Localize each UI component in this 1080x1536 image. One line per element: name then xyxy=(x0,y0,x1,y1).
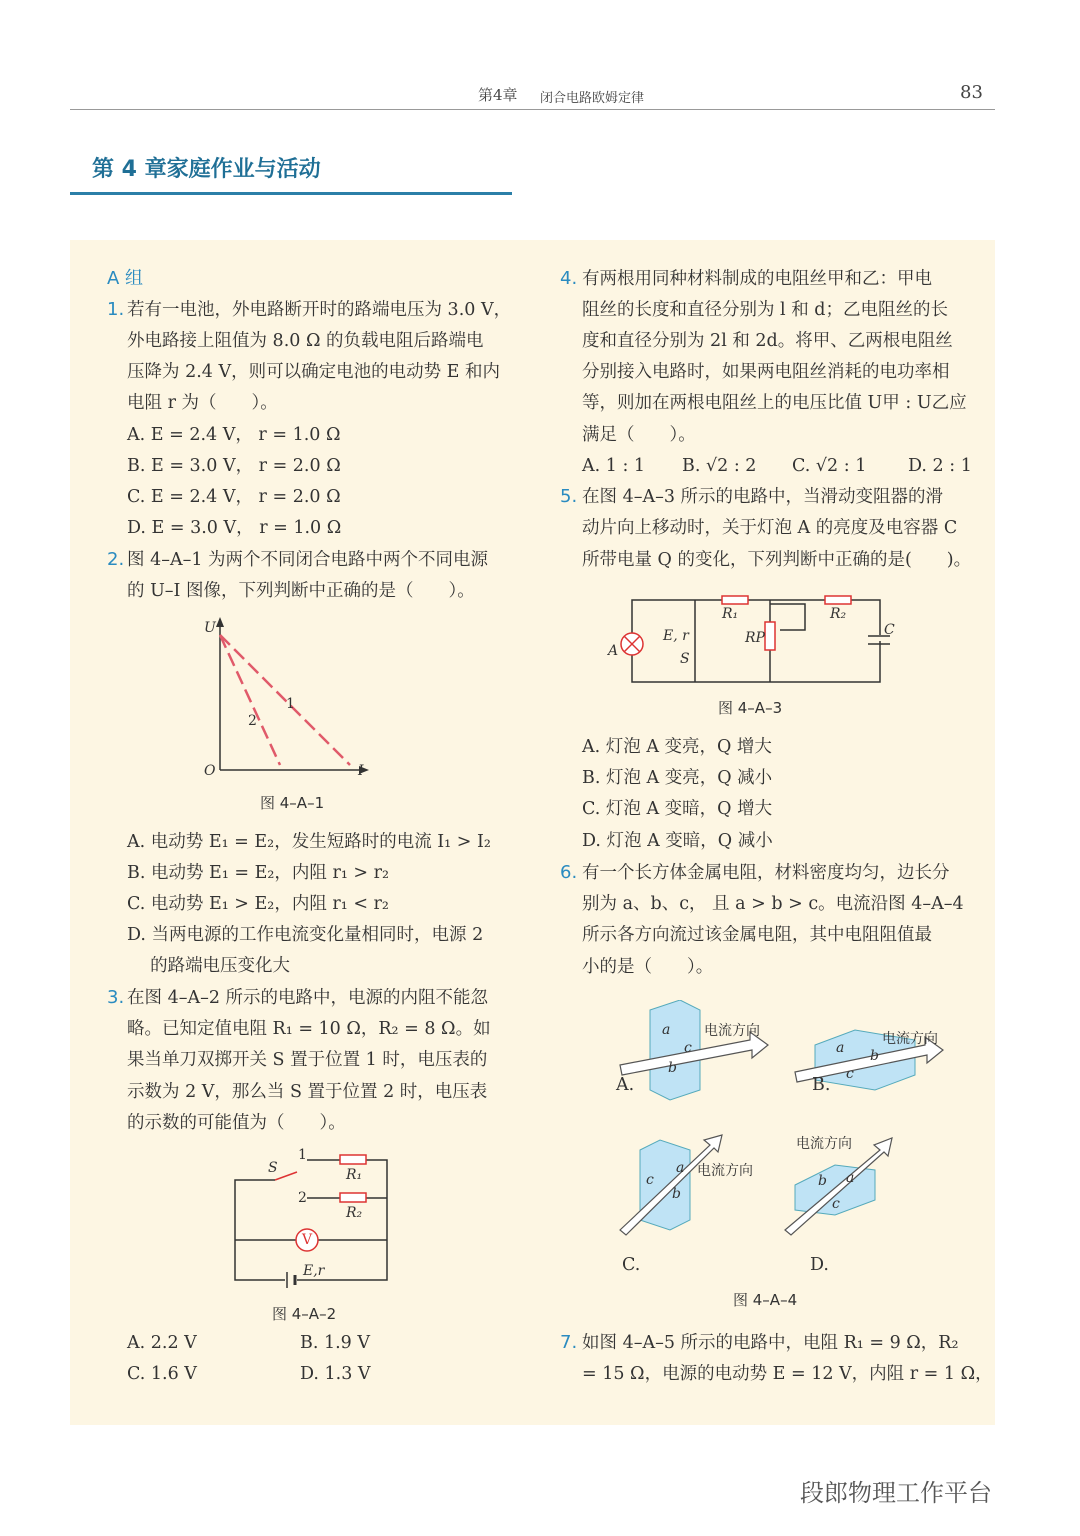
question-text-line: 图 4–A–1 为两个不同闭合电路中两个不同电源 xyxy=(127,550,489,570)
rp-label: RP xyxy=(745,630,765,646)
answer-option: D. 2 : 1 xyxy=(908,456,972,476)
line-1-label: 1 xyxy=(286,696,295,712)
direction-label-c: 电流方向 xyxy=(697,1163,753,1179)
question-text-line: 外电路接上阻值为 8.0 Ω 的负载电阻后路端电 xyxy=(127,331,484,351)
question-number: 4. xyxy=(560,268,578,289)
battery-label: E,r xyxy=(303,1263,325,1279)
edge-a-label: a xyxy=(846,1170,855,1186)
switch-s-label: S xyxy=(268,1160,278,1176)
r2-label: R₂ xyxy=(830,606,847,622)
question-text-line: 如图 4–A–5 所示的电路中，电阻 R₁ = 9 Ω，R₂ xyxy=(582,1333,959,1353)
figure-label-c: C. xyxy=(622,1255,641,1275)
answer-option: D. 灯泡 A 变暗，Q 减小 xyxy=(582,831,773,851)
question-text-line: 等，则加在两根电阻丝上的电压比值 U甲 : U乙应 xyxy=(582,393,967,413)
r1-label: R₁ xyxy=(346,1167,363,1183)
answer-option: B. √2 : 2 xyxy=(682,456,757,476)
question-text-line: 动片向上移动时，关于灯泡 A 的亮度及电容器 C xyxy=(582,518,958,538)
lamp-a-label: A xyxy=(608,643,619,659)
answer-option: A. 灯泡 A 变亮，Q 增大 xyxy=(582,737,772,757)
figure-caption: 图 4–A–4 xyxy=(733,1291,798,1309)
question-text-line: 电阻 r 为（ ）。 xyxy=(127,393,278,413)
page-number: 83 xyxy=(960,82,983,103)
direction-label-a: 电流方向 xyxy=(704,1023,760,1039)
answer-option: A. 1 : 1 xyxy=(582,456,646,476)
question-text-line: 的 U–I 图像，下列判断中正确的是（ ）。 xyxy=(127,581,475,601)
edge-c-label: c xyxy=(684,1040,692,1056)
edge-c-label: c xyxy=(646,1172,654,1188)
position-2-label: 2 xyxy=(298,1190,307,1206)
figure-label-d: D. xyxy=(810,1255,829,1275)
figure-label-b: B. xyxy=(812,1075,831,1095)
source-label: E, r xyxy=(663,628,689,644)
line-2-label: 2 xyxy=(248,713,257,729)
answer-option: B. 灯泡 A 变亮，Q 减小 xyxy=(582,768,773,788)
question-text-line: 略。已知定值电阻 R₁ = 10 Ω，R₂ = 8 Ω。如 xyxy=(127,1019,491,1039)
capacitor-c-label: C xyxy=(884,622,895,638)
answer-option: A. 电动势 E₁ = E₂，发生短路时的电流 I₁ > I₂ xyxy=(127,832,491,852)
figure-caption: 图 4–A–3 xyxy=(718,699,783,717)
switch-s-label: S xyxy=(680,651,690,667)
answer-option: C. 灯泡 A 变暗，Q 增大 xyxy=(582,799,773,819)
edge-c-label: c xyxy=(832,1196,840,1212)
answer-option: B. E = 3.0 V， r = 2.0 Ω xyxy=(127,456,341,476)
figure-label-a: A. xyxy=(616,1075,635,1095)
question-text-line: 所带电量 Q 的变化，下列判断中正确的是( )。 xyxy=(582,550,972,570)
edge-a-label: a xyxy=(836,1040,845,1056)
question-text-line: 别为 a、b、c， 且 a > b > c。电流沿图 4–A–4 xyxy=(582,894,964,914)
edge-c-label: c xyxy=(846,1066,854,1082)
chapter-label: 第4章 xyxy=(478,86,518,104)
group-heading: A 组 xyxy=(107,268,144,289)
edge-a-label: a xyxy=(662,1022,671,1038)
question-text-line: = 15 Ω，电源的电动势 E = 12 V，内阻 r = 1 Ω， xyxy=(582,1364,993,1384)
edge-b-label: b xyxy=(870,1048,879,1064)
question-text-line: 压降为 2.4 V，则可以确定电池的电动势 E 和内 xyxy=(127,362,500,382)
question-number: 3. xyxy=(107,987,125,1008)
question-text-line: 所示各方向流过该金属电阻，其中电阻阻值最 xyxy=(582,925,932,945)
question-number: 6. xyxy=(560,862,578,883)
question-number: 1. xyxy=(107,299,125,320)
question-text-line: 分别接入电路时，如果两电阻丝消耗的电功率相 xyxy=(582,362,950,382)
question-text-line: 若有一电池，外电路断开时的路端电压为 3.0 V， xyxy=(127,300,512,320)
answer-option: B. 1.9 V xyxy=(300,1333,371,1353)
question-number: 5. xyxy=(560,486,578,507)
answer-option: D. 当两电源的工作电流变化量相同时，电源 2 xyxy=(127,925,484,945)
answer-option: C. √2 : 1 xyxy=(792,456,867,476)
answer-option: A. 2.2 V xyxy=(127,1333,197,1353)
figure-caption: 图 4–A–2 xyxy=(272,1305,337,1323)
figure-caption: 图 4–A–1 xyxy=(260,794,325,812)
edge-b-label: b xyxy=(668,1060,677,1076)
question-text-line: 有两根用同种材料制成的电阻丝甲和乙：甲电 xyxy=(582,269,932,289)
answer-option: A. E = 2.4 V， r = 1.0 Ω xyxy=(127,425,341,445)
origin-label: O xyxy=(204,763,216,779)
question-text-line: 示数为 2 V，那么当 S 置于位置 2 时，电压表 xyxy=(127,1082,488,1102)
question-text-line: 阻丝的长度和直径分别为 l 和 d；乙电阻丝的长 xyxy=(582,300,948,320)
question-text-line: 小的是（ ）。 xyxy=(582,957,714,977)
answer-option: C. 电动势 E₁ > E₂，内阻 r₁ < r₂ xyxy=(127,894,389,914)
axis-i-label: I xyxy=(358,763,364,779)
question-number: 7. xyxy=(560,1332,578,1353)
question-text-line: 有一个长方体金属电阻，材料密度均匀，边长分 xyxy=(582,863,950,883)
voltmeter-label: V xyxy=(302,1232,313,1248)
question-text-line: 度和直径分别为 2l 和 2d。将甲、乙两根电阻丝 xyxy=(582,331,953,351)
r2-label: R₂ xyxy=(346,1205,363,1221)
chapter-title: 闭合电路欧姆定律 xyxy=(540,91,645,106)
question-text-line: 果当单刀双掷开关 S 置于位置 1 时，电压表的 xyxy=(127,1050,488,1070)
question-text-line: 在图 4–A–3 所示的电路中，当滑动变阻器的滑 xyxy=(582,487,944,507)
edge-b-label: b xyxy=(818,1173,827,1189)
question-text-line: 在图 4–A–2 所示的电路中，电源的内阻不能忽 xyxy=(127,988,489,1008)
answer-option: D. E = 3.0 V， r = 1.0 Ω xyxy=(127,518,342,538)
question-text-line: 满足（ ）。 xyxy=(582,425,696,445)
watermark: 段郎物理工作平台 xyxy=(800,1479,992,1507)
direction-label-b: 电流方向 xyxy=(882,1031,938,1047)
direction-label-d: 电流方向 xyxy=(796,1136,852,1152)
question-number: 2. xyxy=(107,549,125,570)
answer-option: C. E = 2.4 V， r = 2.0 Ω xyxy=(127,487,341,507)
answer-option: D. 1.3 V xyxy=(300,1364,371,1384)
answer-option: B. 电动势 E₁ = E₂，内阻 r₁ > r₂ xyxy=(127,863,390,883)
position-1-label: 1 xyxy=(298,1147,307,1163)
r1-label: R₁ xyxy=(722,606,739,622)
title-underline xyxy=(70,192,512,195)
axis-u-label: U xyxy=(204,620,216,636)
section-title: 第 4 章家庭作业与活动 xyxy=(92,157,321,182)
answer-option: C. 1.6 V xyxy=(127,1364,197,1384)
figure-4-A-1 xyxy=(195,615,375,785)
header-rule xyxy=(70,109,995,110)
question-text-line: 的示数的可能值为（ ）。 xyxy=(127,1113,346,1133)
edge-a-label: a xyxy=(676,1160,685,1176)
answer-option: 的路端电压变化大 xyxy=(127,956,291,976)
edge-b-label: b xyxy=(672,1186,681,1202)
